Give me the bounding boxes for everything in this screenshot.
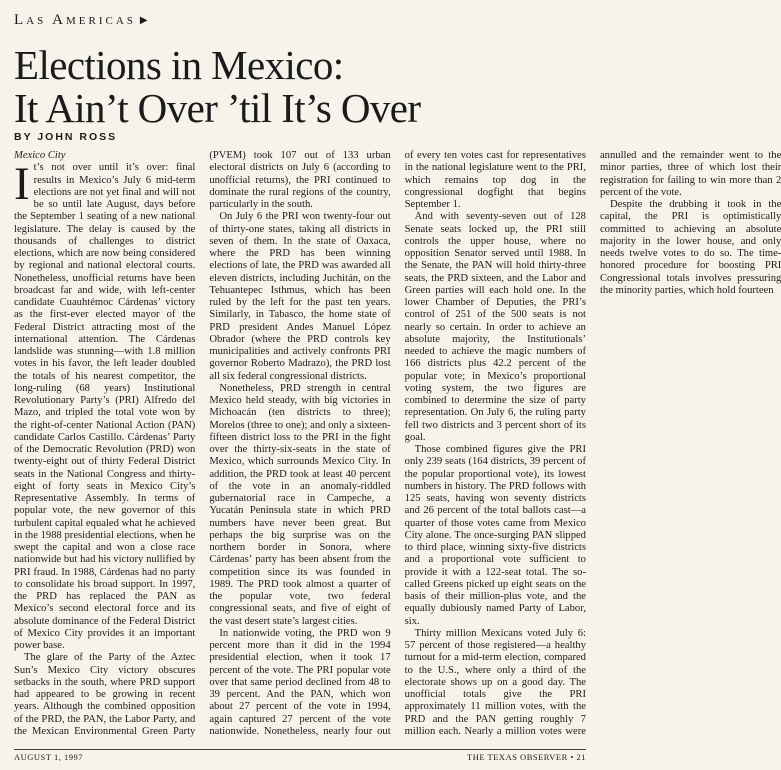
section-label: Las Americas — [14, 12, 136, 28]
paragraph: Despite the drubbing it took in the capital, the PRI is optimistically committed to achieving an absolute majority in the lower house, and only needs twelve votes to do so. The time-honored procedure for boosting PRI Congressional totals involves pressuring the minority parties, which hold fourteen — [599, 199, 781, 296]
section-header — [14, 12, 148, 29]
paragraph: The glare of the Party of the Aztec Sun’s Mexico City victory obscures setbacks in the south, where PRD support had appeared to be growing in recent years. Although the combined opposition of the PRD, the PAN, the Labor Party, and the Mexican Environmental Green Party (PVEM) took 107 out of 133 urban electoral districts on July 6 (according to unofficial returns), the PRI continued to dominate the rural regions of the country, particularly in the south. — [14, 150, 391, 737]
paragraph: Thirty million Mexicans voted July 6: 57 percent of those registered—a healthy turnout for a mid-term election, compared to the U.S., where only a third of the electorate shows up on a good day. The unofficial totals give the PRI approximately 11 million votes, with the PRD and the PAN getting roughly 7 million each. Nearly a million votes were annulled and the remainder went to the minor parties, three of which lost their registration for failing to win more than 2 percent of the vote. — [404, 150, 781, 737]
article-title — [14, 44, 434, 130]
footer-date: AUGUST 1, 1997 — [14, 752, 83, 762]
drop-cap: I — [14, 158, 30, 211]
footer-divider — [14, 749, 586, 750]
byline: BY JOHN ROSS — [14, 131, 118, 143]
paragraph: In nationwide voting, the PRD won 9 percent more than it did in the 1994 presidential election, when it took 17 percent of the vote. The PRI popular vote over that same period declined from 48 to 39 percent. And the PAN, which won about 27 percent of the vote in 1994, again captured 27 percent of the vote nationwide. Nonetheless, nearly four out of every ten votes cast for representatives in the national legislature went to the PRI, which remains top dog in the congressional dogfight that begins September 1. — [209, 150, 586, 737]
footer-publication: THE TEXAS OBSERVER • 21 — [467, 752, 586, 762]
title-line-1: Elections in Mexico: — [14, 42, 344, 88]
paragraph: On July 6 the PRI won twenty-four out of thirty-one states, taking all districts in seven of them. In the state of Oaxaca, where the PRD has been winning elections of late, the PRD was awarded all eleven districts, including Juchitán, on the Tehuantepec Isthmus, which has been ruled by the left for the past ten years. Similarly, in Tabasco, the home state of PRD president Andes Manuel López Obrador (where the PRD controls key municipalities and actively confronts PRI governor Roberto Madrazo), the PRD lost all six federal congressional districts. — [209, 211, 391, 382]
paragraph-text: t’s not over until it’s over: final results in Mexico’s July 6 mid-term elections are not yet final and will not be so until late August, days before the September 1 seating of a new national legislature. The delay is caused by the thousands of challenges to district elections, which are now being considered by regional and national electoral courts. Nonetheless, unofficial returns have been broadcast far and wide, with left-center candidate Cuauhtémoc Cárdenas’ victory as the first-ever elected mayor of the Federal District attracting most of the international attention. The Cárdenas landslide was stunning—with 1.8 million votes in his favor, the left leader doubled the totals of his nearest competitor, the long-ruling (68 years) Institutional Revolutionary Party’s (PRI) Alfredo del Mazo, and tripled the total vote won by the right-of-center National Action (PAN) candidate Carlos Castillo. Cárdenas’ Party of the Democratic Revolution (PRD) won twenty-eight out of thirty Federal District seats in the National Congress and thirty-eight of forty seats in Mexico City’s Representative Assembly. In terms of popular vote, the new governor of this turbulent capital equaled what he achieved in the 1988 presidential elections, when he swept the capital and won a close race nationwide but had his victory nullified by PRI fraud. In 1988, Cárdenas had no party to consolidate his broad support. In 1997, the PRD has replaced the PAN as Mexico’s second electoral force and its absolute dominance of the Federal District of Mexico City provides it an important power base. — [14, 162, 196, 651]
article-body — [14, 150, 781, 746]
paragraph: Those combined figures give the PRI only 239 seats (164 districts, 39 percent of the popular proportional vote), its lowest numbers in history. The PRD follows with 125 seats, having won seventy districts and 26 percent of the total ballots cast—a quarter of those votes came from Mexico City alone. The once-surging PAN slipped to third place, winning sixty-five districts and a proportional vote sufficient to provide it with a 122-seat total. The so-called Greens picked up eight seats on the basis of their million-plus vote, and the equally dubiously named Party of Labor, six. — [404, 444, 586, 627]
paragraph: Nonetheless, PRD strength in central Mexico held steady, with big victories in Michoacán (ten districts to three); Morelos (three to one); and only a sixteen-fifteen district loss to the PRI in the fight over the thirty-six-seats in the state of Mexico, which surrounds Mexico City. In addition, the PRD took at least 40 percent of the vote in an anomaly-riddled gubernatorial race in Campeche, a Yucatán Peninsula state in which PRD numbers have never been great. But perhaps the big surprise was on the northern border in Sonora, where Cárdenas’ party has been absent from the competition since its was founded in 1989. The PRD took almost a quarter of the popular vote, two federal congressional seats, and five of eight of the vast desert state’s largest cities. — [209, 382, 391, 627]
triangle-right-icon: ▶ — [139, 15, 148, 26]
paragraph — [14, 158, 196, 652]
title-line-2: It Ain’t Over ’til It’s Over — [14, 85, 421, 131]
dateline: Mexico City — [14, 150, 66, 161]
paragraph: And with seventy-seven out of 128 Senate seats locked up, the PRI still controls the upper house, where no opposition Senator served until 1988. In the Senate, the PAN will hold thirty-three seats, the PRD sixteen, and the Labor and Green parties will each hold one. In the lower Chamber of Deputies, the PRI’s control of 251 of the 500 seats is not nearly so certain. In order to achieve an absolute majority, the Institutionals’ needed to achieve the magic numbers of 166 districts plus 42.2 percent of the popular vote; in Mexico’s proportional voting system, the two figures are combined to determine the size of party representation. On July 6, the ruling party fell two districts and 3 percent short of its goal. — [404, 211, 586, 443]
